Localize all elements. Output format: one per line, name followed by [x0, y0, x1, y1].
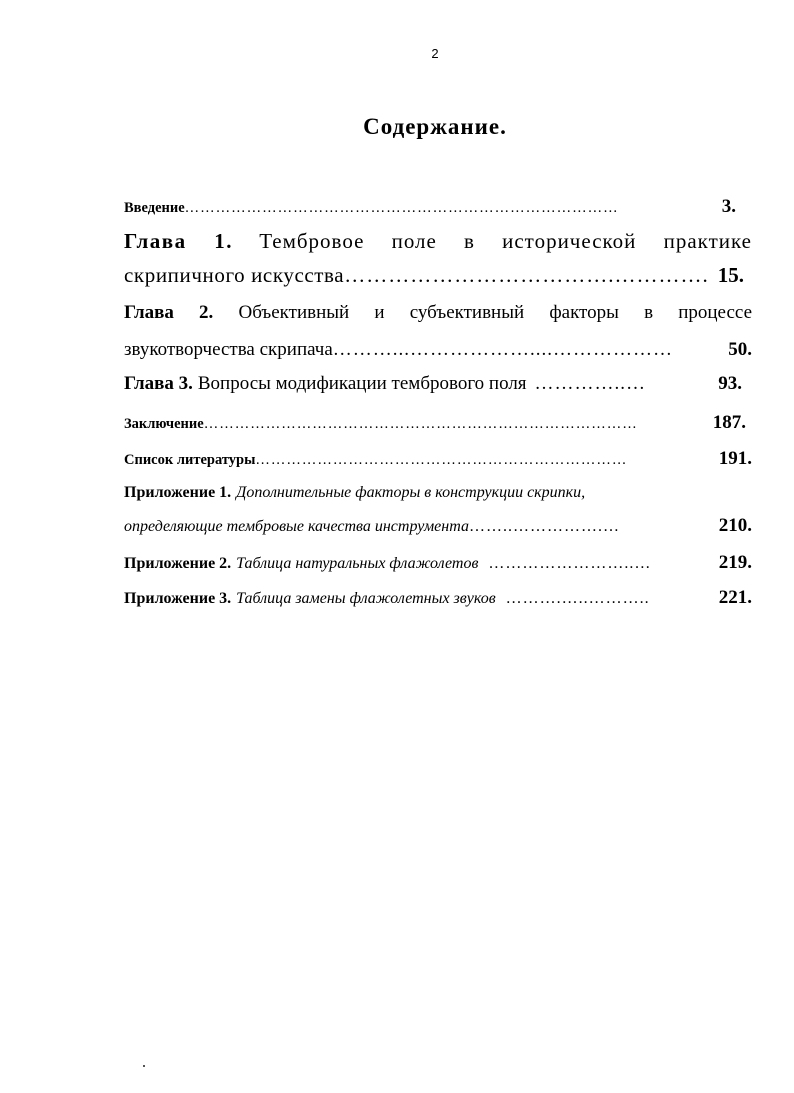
toc-entry-intro[interactable] [124, 196, 752, 218]
toc-entry-appendix2[interactable] [124, 552, 752, 574]
page-number: 2 [431, 46, 439, 61]
toc-title: скрипичного искусства [124, 263, 345, 287]
toc-entry-chapter2-cont[interactable] [124, 339, 752, 361]
toc-dots: ………………………………………………………………………… [184, 200, 619, 216]
toc-dots: ………………………………………………………………………… [203, 416, 638, 432]
toc-label: Приложение 3. [124, 590, 232, 607]
toc-entry-chapter3[interactable] [124, 373, 742, 395]
toc-entry-chapter1-cont[interactable] [124, 263, 744, 288]
toc-title: Таблица натуральных флажолетов [236, 555, 479, 572]
toc-page: 15. [717, 263, 744, 287]
toc-title: звукотворчества скрипача [124, 339, 333, 360]
toc-dots: ……..…………….… [468, 518, 620, 535]
toc-title: Вопросы модификации тембрового поля [197, 373, 527, 394]
toc-label: Глава 3. [124, 373, 193, 394]
toc-label: Глава 2. [124, 302, 214, 323]
toc-page: 221. [718, 587, 752, 608]
toc-dots: ……….…..……….. [505, 590, 650, 607]
toc-label: Глава 1. [124, 229, 234, 253]
toc-dots: …………..… [534, 373, 647, 394]
toc-entry-appendix3[interactable] [124, 587, 752, 609]
toc-entry-appendix1[interactable] [124, 484, 752, 502]
toc-title: Таблица замены флажолетных звуков [236, 590, 496, 607]
toc-entry-chapter1[interactable] [124, 229, 752, 254]
page-title: Содержание. [363, 114, 507, 139]
toc-label: Список литературы [124, 452, 256, 468]
toc-page: 210. [718, 515, 752, 536]
toc-title: Тембровое поле в исторической практике [259, 229, 752, 253]
toc-label: Приложение 1. [124, 484, 232, 501]
toc-page: 219. [718, 552, 752, 573]
toc-page: 93. [718, 373, 742, 394]
toc-page: 187. [712, 412, 746, 433]
toc-dots: ……………………..… [488, 555, 652, 572]
toc-dots: ……………………………………………………………… [255, 452, 628, 468]
toc-page: 191. [718, 448, 752, 469]
toc-entry-conclusion[interactable] [124, 412, 746, 434]
toc-label: Заключение [124, 416, 204, 432]
toc-title: определяющие тембровые качества инструмента [124, 518, 469, 535]
toc-page: 3. [721, 196, 736, 217]
toc-label: Приложение 2. [124, 555, 232, 572]
toc-title: Объективный и субъективный факторы в процессе [238, 302, 752, 323]
toc-page: 50. [728, 339, 752, 360]
toc-entry-appendix1-cont[interactable] [124, 515, 752, 537]
toc-dots: ………...………………....……………… [332, 339, 674, 360]
scan-speck [143, 1065, 145, 1067]
toc-title: Дополнительные факторы в конструкции скрипки, [236, 484, 586, 501]
toc-dots: ……………………………….…………. [344, 263, 709, 287]
toc-entry-literature[interactable] [124, 448, 752, 470]
toc-label: Введение [124, 200, 185, 216]
toc-entry-chapter2[interactable] [124, 302, 752, 324]
